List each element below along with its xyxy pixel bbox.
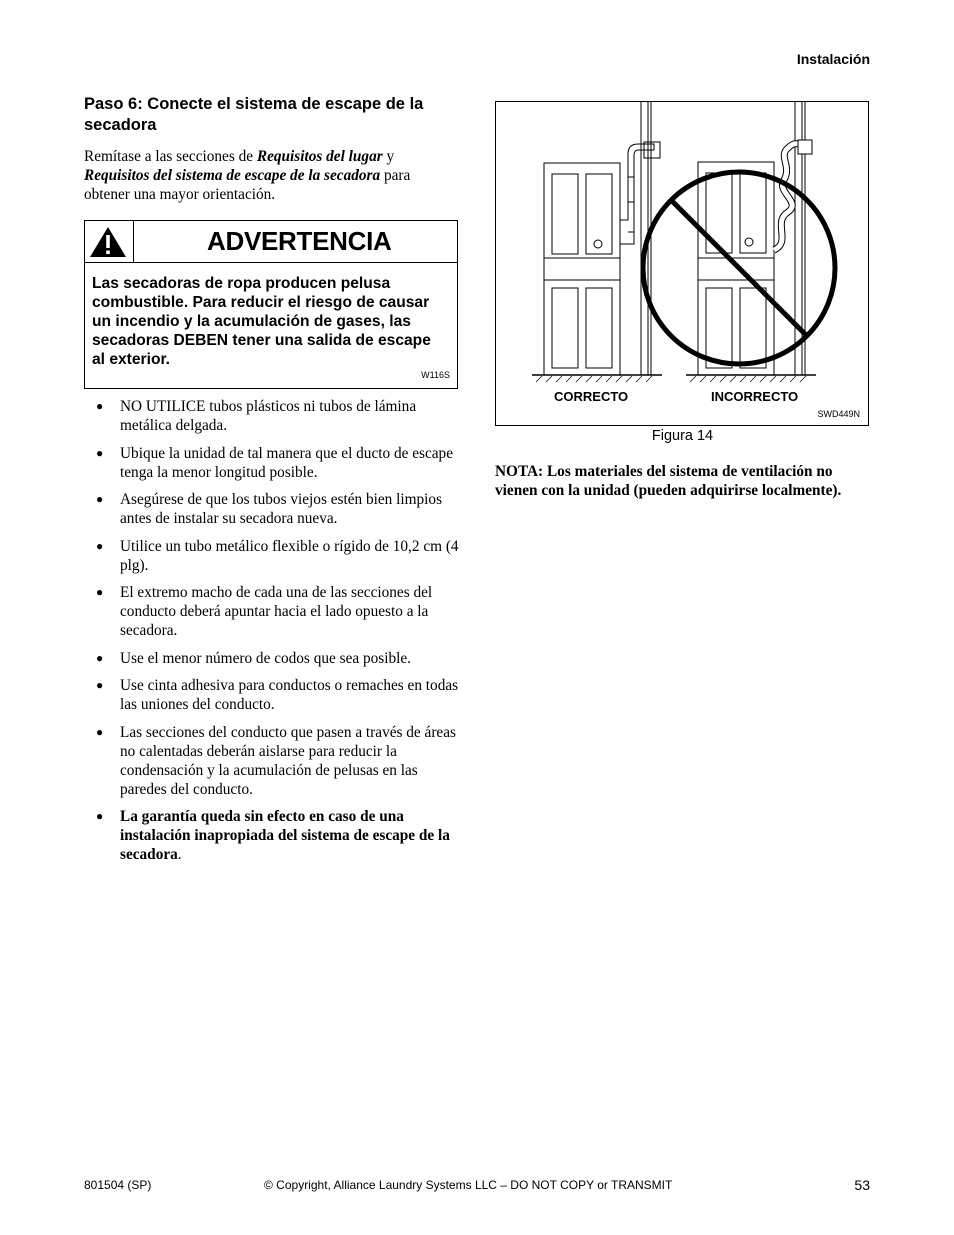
- intro-ref-exhaust-requirements: Requisitos del sistema de escape de la secadora: [84, 167, 381, 184]
- intro-text-3: para obtener una mayor orientación.: [84, 167, 411, 203]
- warning-triangle-icon: [85, 221, 133, 262]
- dryer-exhaust-illustration: [496, 102, 868, 425]
- list-item: ● Asegúrese de que los tubos viejos estén bien limpios antes de instalar su secadora nueva.: [96, 491, 443, 527]
- warning-text: Las secadoras de ropa producen pelusa combustible. Para reducir el riesgo de causar un incendio y la acumulación de gases, las secadoras DEBEN tener una salida de escape al exterior.: [92, 275, 431, 368]
- warning-code: W116S: [421, 370, 450, 380]
- step-title: Paso 6: Conecte el sistema de escape de la secadora: [84, 95, 424, 134]
- warning-box: [84, 220, 458, 389]
- list-item: ● NO UTILICE tubos plásticos ni tubos de lámina metálica delgada.: [96, 398, 417, 434]
- intro-paragraph: [84, 147, 459, 204]
- section-header: Instalación: [796, 51, 870, 67]
- bullet-list: [84, 397, 460, 873]
- label-correct: CORRECTO: [554, 389, 629, 404]
- figure-14: [495, 101, 869, 426]
- list-item: ● Las secciones del conducto que pasen a través de áreas no calentadas deberán aislarse para reducir la condensación y la acumulación de pelusas en las paredes del conducto.: [96, 723, 456, 798]
- footer-doc-number: 801504 (SP): [84, 1178, 152, 1192]
- intro-ref-site-requirements: Requisitos del lugar: [256, 148, 383, 165]
- page-number: 53: [854, 1177, 870, 1193]
- intro-text-1: Remítase a las secciones de: [84, 148, 257, 165]
- list-item: ● Utilice un tubo metálico flexible o rígido de 10,2 cm (4 plg).: [96, 537, 459, 574]
- warning-title: ADVERTENCIA: [207, 226, 392, 256]
- list-item: ● Ubique la unidad de tal manera que el ducto de escape tenga la menor longitud posible.: [96, 444, 453, 481]
- intro-text-2: y: [382, 148, 395, 165]
- label-incorrect: INCORRECTO: [711, 389, 799, 404]
- warning-header: [85, 221, 457, 263]
- note-paragraph: NOTA: Los materiales del sistema de ventilación no vienen con la unidad (pueden adquirirse localmente).: [495, 463, 842, 499]
- figure-code: SWD449N: [817, 409, 860, 419]
- list-item: ● Use cinta adhesiva para conductos o remaches en todas las uniones del conducto.: [96, 677, 459, 713]
- list-item: ● El extremo macho de cada una de las secciones del conducto deberá apuntar hacia el lado opuesto a la secadora.: [96, 584, 433, 639]
- list-item: ● Use el menor número de codos que sea posible.: [96, 649, 411, 667]
- footer-copyright: © Copyright, Alliance Laundry Systems LLC – DO NOT COPY or TRANSMIT: [264, 1178, 673, 1192]
- figure-caption: Figura 14: [651, 428, 714, 444]
- warranty-list-item: ● La garantía queda sin efecto en caso de una instalación inapropiada del sistema de escape de la secadora.: [96, 808, 450, 863]
